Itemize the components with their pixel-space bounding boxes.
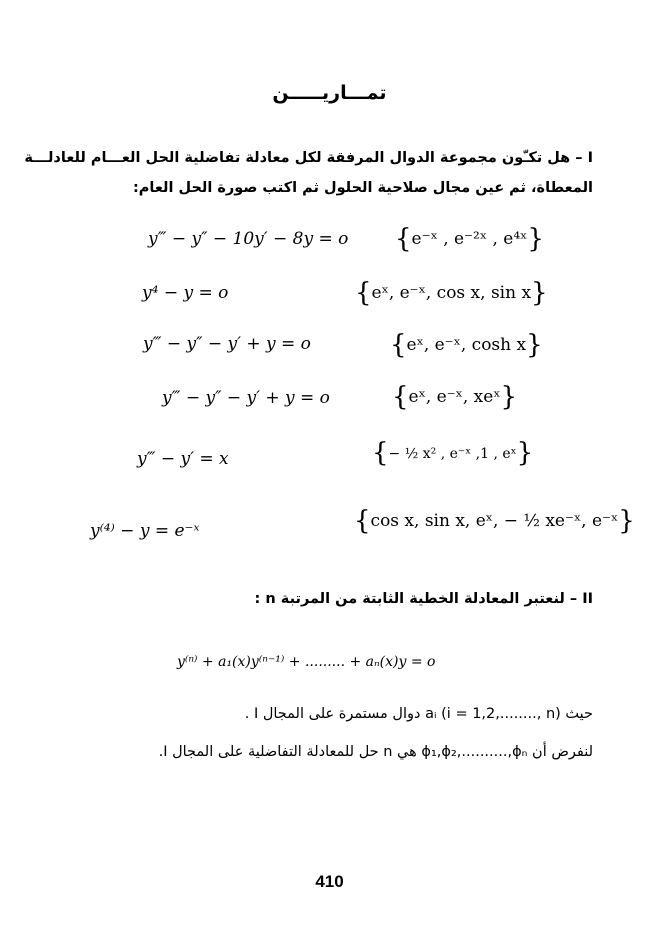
function-set-6: {cos x, sin x, eˣ, − ½ xe⁻ˣ, e⁻ˣ} [354, 506, 635, 536]
page-number: 410 [315, 872, 344, 891]
function-set-2-text: eˣ, e⁻ˣ, cos x, sin x [371, 283, 532, 303]
equation-2: y⁴ − y = o [142, 283, 229, 303]
exercise-1-line-2: المعطاة، ثم عين مجال صلاحية الحلول ثم اكتب صورة الحل العام: [133, 180, 593, 196]
equation-1: y‴ − y″ − 10y′ − 8y = o [148, 229, 349, 249]
function-set-5-text: − ½ x² , e⁻ˣ ,1 , eˣ [388, 446, 517, 462]
equation-3: y‴ − y″ − y′ + y = o [143, 334, 311, 354]
exercise-2-line-2: لنفرض أن ϕ₁,ϕ₂,..........,ϕₙ هي n حل للمعادلة التفاضلية على المجال I. [158, 744, 593, 760]
function-set-3: {eˣ, e⁻ˣ, cosh x} [390, 330, 543, 360]
equation-5: y‴ − y′ = x [137, 449, 229, 469]
function-set-2: {eˣ, e⁻ˣ, cos x, sin x} [355, 278, 548, 308]
page-title: تمـــاريـــــن [272, 82, 387, 104]
exercise-2-heading: II – لنعتبر المعادلة الخطية الثابتة من المرتبة n : [254, 591, 593, 607]
function-set-3-text: eˣ, e⁻ˣ, cosh x [406, 335, 527, 355]
function-set-1-text: e⁻ˣ , e⁻²ˣ , e⁴ˣ [411, 229, 528, 249]
function-set-6-text: cos x, sin x, eˣ, − ½ xe⁻ˣ, e⁻ˣ [370, 511, 619, 531]
exercise-1-line-1: I – هل تكـّون مجموعة الدوال المرفقة لكل معادلة تفاضلية الحل العـــام للعادلـــة [24, 150, 593, 166]
function-set-5: {− ½ x² , e⁻ˣ ,1 , eˣ} [372, 438, 534, 468]
function-set-4-text: eˣ, e⁻ˣ, xeˣ [408, 387, 501, 407]
function-set-1: {e⁻ˣ , e⁻²ˣ , e⁴ˣ} [395, 224, 544, 254]
equation-4: y‴ − y″ − y′ + y = o [162, 388, 330, 408]
function-set-4: {eˣ, e⁻ˣ, xeˣ} [392, 382, 518, 412]
equation-6: y⁽⁴⁾ − y = e⁻ˣ [90, 521, 200, 541]
exercise-2-line-1: حيث aᵢ (i = 1,2,........, n) دوال مستمرة على المجال I . [244, 706, 593, 722]
linear-equation: y⁽ⁿ⁾ + a₁(x)y⁽ⁿ⁻¹⁾ + ......... + aₙ(x)y = o [177, 654, 436, 670]
